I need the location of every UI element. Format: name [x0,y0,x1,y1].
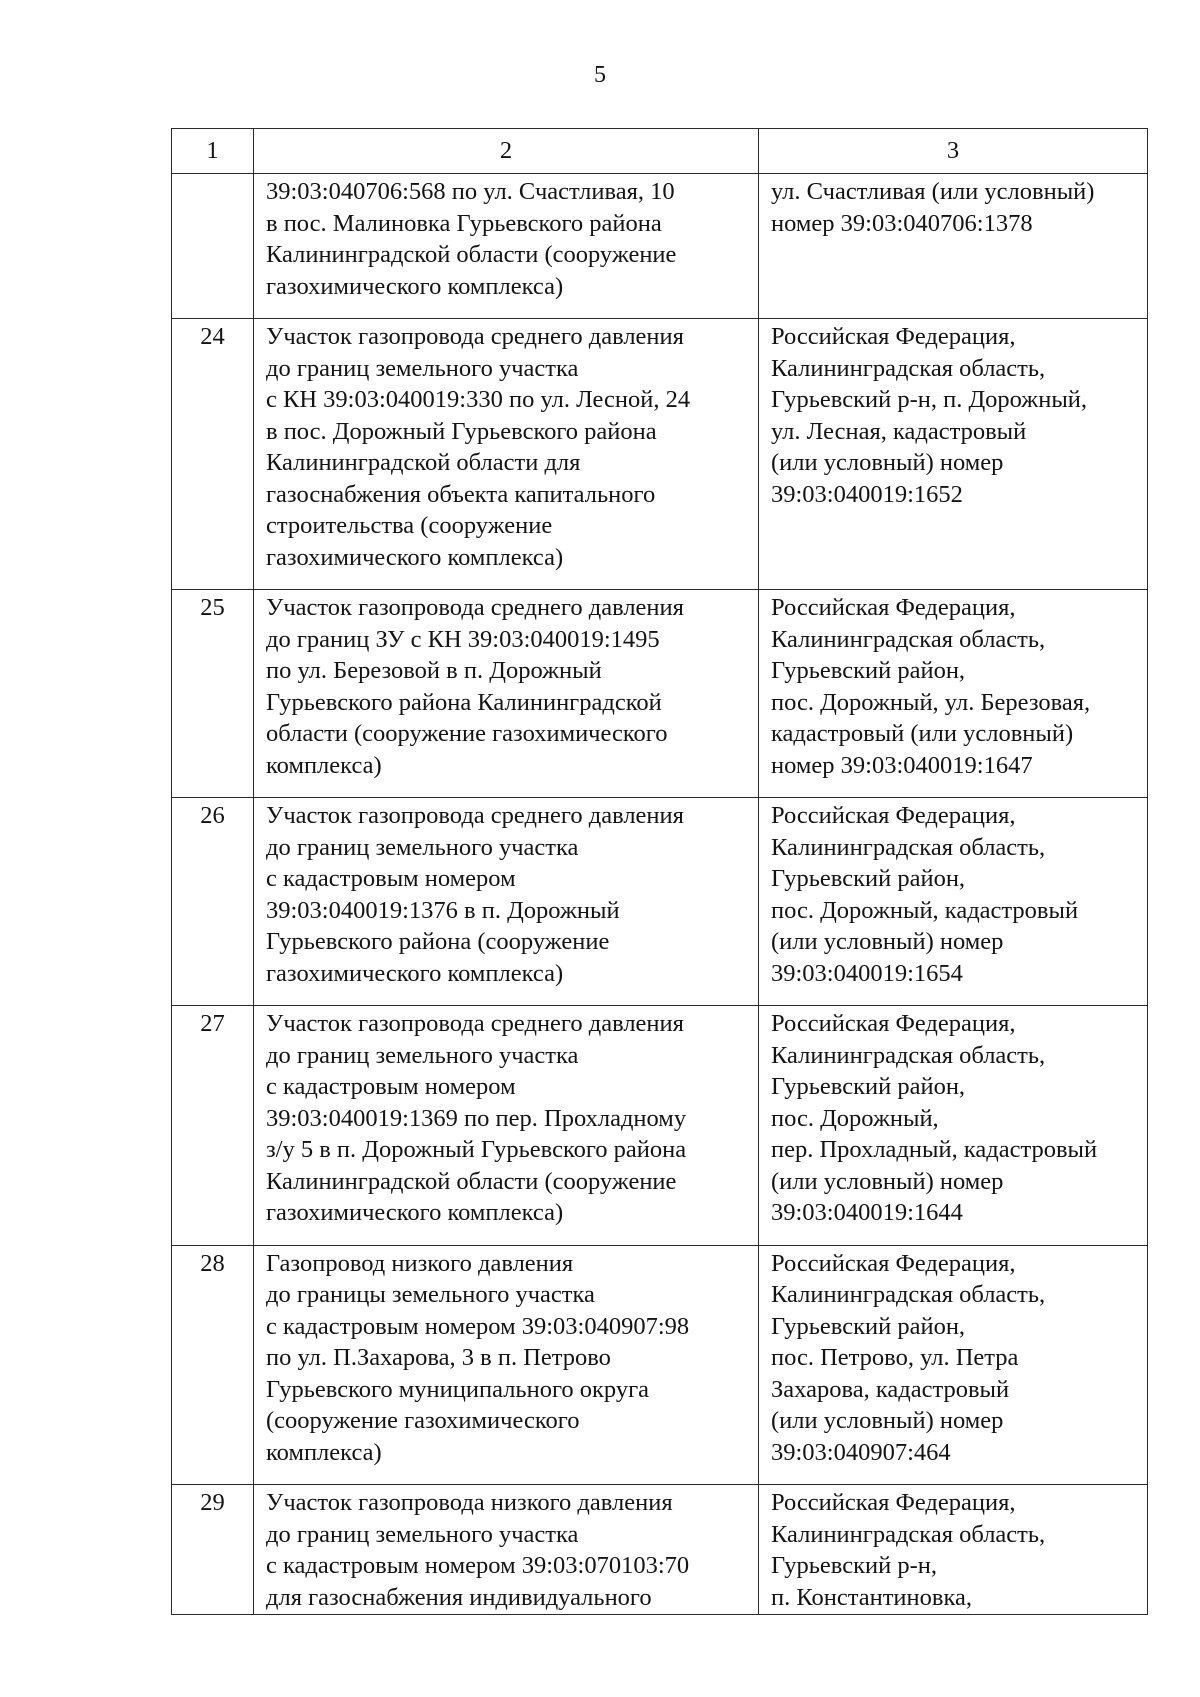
location-line: Калининградская область, [771,1041,1046,1069]
object-description-line: Гурьевского района (сооружение [266,928,610,955]
location-line: Калининградская область, [771,833,1046,861]
header-cell-2: 2 [254,129,759,174]
object-description-line: Гурьевского района Калининградской [266,688,662,716]
table-row [172,319,1148,590]
page-number: 5 [594,62,606,88]
location-line: Российская Федерация, [771,594,1016,621]
location-line: пер. Прохладный, кадастровый [771,1136,1098,1163]
object-description-line: Гурьевского муниципального округа [266,1375,650,1403]
table-header-row [172,129,1148,174]
header-cell-3: 3 [759,129,1148,174]
object-description-line: до границ земельного участка [266,1041,579,1069]
location-line: Гурьевский район, [771,1312,966,1340]
object-description-line: в пос. Дорожный Гурьевского района [266,417,657,445]
location-line: 39:03:040907:464 [771,1438,951,1466]
object-description-line: в пос. Малиновка Гурьевского района [266,209,662,237]
object-description-line: газоснабжения объекта капитального [266,480,656,508]
location-line: Калининградская область, [771,1520,1046,1548]
object-description-line: с кадастровым номером [266,1073,516,1100]
location-line: (или условный) номер [771,1407,1004,1434]
object-description-line: до границ земельного участка [266,833,579,861]
object-description-line: с кадастровым номером 39:03:040907:98 [266,1312,690,1340]
row-number-cell: 24 [172,319,254,590]
table-row [172,1485,1148,1615]
location-line: (или условный) номер [771,1167,1004,1195]
location-line: пос. Дорожный, кадастровый [771,896,1079,924]
location-line: (или условный) номер [771,449,1004,476]
object-description-line: газохимического комплекса) [266,959,564,987]
location-line: Гурьевский район, [771,865,966,892]
object-description-line: Участок газопровода среднего давления [266,802,684,829]
location-line: Калининградская область, [771,354,1046,382]
object-description-line: Участок газопровода среднего давления [266,594,684,621]
row-number-cell [172,174,254,319]
location-line: Российская Федерация, [771,1489,1016,1516]
object-description-line: до границы земельного участка [266,1281,595,1308]
location-line: Российская Федерация, [771,1249,1016,1277]
object-description-cell [254,1006,759,1246]
object-description-line: по ул. П.Захарова, 3 в п. Петрово [266,1344,611,1371]
registry-table [171,128,1148,1615]
table-row [172,1245,1148,1485]
object-description-line: газохимического комплекса) [266,272,564,300]
location-line: пос. Дорожный, ул. Березовая, [771,688,1091,716]
location-cell [759,590,1148,798]
object-description-cell [254,590,759,798]
table-row [172,798,1148,1006]
object-description-line: для газоснабжения индивидуального [266,1583,652,1611]
location-line: Калининградская область, [771,1281,1046,1308]
location-line: п. Константиновка, [771,1583,972,1611]
location-line: пос. Петрово, ул. Петра [771,1344,1019,1371]
location-cell [759,319,1148,590]
location-line: номер 39:03:040019:1647 [771,751,1033,779]
object-description-line: с кадастровым номером 39:03:070103:70 [266,1552,690,1579]
location-line: Гурьевский р-н, [771,1552,937,1579]
location-line: (или условный) номер [771,928,1004,955]
row-number-cell: 26 [172,798,254,1006]
row-number-cell: 25 [172,590,254,798]
location-line: номер 39:03:040706:1378 [771,209,1033,237]
object-description-line: Калининградской области (сооружение [266,241,677,268]
object-description-line: Участок газопровода низкого давления [266,1489,673,1516]
object-description-line: 39:03:040019:1369 по пер. Прохладному [266,1104,687,1132]
object-description-line: з/у 5 в п. Дорожный Гурьевского района [266,1136,687,1163]
object-description-line: Калининградской области (сооружение [266,1167,677,1195]
object-description-line: газохимического комплекса) [266,1199,564,1226]
location-line: Калининградская область, [771,625,1046,653]
object-description-line: Участок газопровода среднего давления [266,1010,684,1037]
object-description-line: комплекса) [266,751,382,779]
location-line: Захарова, кадастровый [771,1375,1010,1403]
object-description-line: комплекса) [266,1438,382,1466]
location-cell [759,1485,1148,1615]
location-cell [759,1245,1148,1485]
row-number-cell: 28 [172,1245,254,1485]
location-line: Российская Федерация, [771,802,1016,829]
location-line: 39:03:040019:1652 [771,480,963,508]
location-line: кадастровый (или условный) [771,720,1074,747]
object-description-cell [254,798,759,1006]
location-cell [759,174,1148,319]
object-description-line: 39:03:040706:568 по ул. Счастливая, 10 [266,178,675,205]
object-description-cell [254,1245,759,1485]
object-description-line: по ул. Березовой в п. Дорожный [266,657,602,684]
location-line: Гурьевский район, [771,657,966,684]
object-description-line: строительства (сооружение [266,512,553,539]
location-line: Российская Федерация, [771,1010,1016,1037]
object-description-line: области (сооружение газохимического [266,720,668,747]
object-description-line: Калининградской области для [266,449,581,476]
object-description-line: (сооружение газохимического [266,1407,580,1434]
row-number-cell: 27 [172,1006,254,1246]
location-line: Российская Федерация, [771,323,1016,350]
object-description-cell [254,1485,759,1615]
location-cell [759,798,1148,1006]
header-cell-1: 1 [172,129,254,174]
location-line: Гурьевский район, [771,1073,966,1100]
object-description-line: до границ земельного участка [266,354,579,382]
object-description-line: с КН 39:03:040019:330 по ул. Лесной, 24 [266,386,691,413]
object-description-line: с кадастровым номером [266,865,516,892]
row-number-cell: 29 [172,1485,254,1615]
table-row [172,1006,1148,1246]
location-line: ул. Счастливая (или условный) [771,178,1095,205]
object-description-line: газохимического комплекса) [266,543,564,571]
object-description-line: до границ ЗУ с КН 39:03:040019:1495 [266,625,660,653]
table-row [172,590,1148,798]
location-line: 39:03:040019:1654 [771,959,963,987]
object-description-cell [254,174,759,319]
table-row [172,174,1148,319]
location-line: ул. Лесная, кадастровый [771,417,1027,445]
object-description-cell [254,319,759,590]
location-line: пос. Дорожный, [771,1104,939,1132]
object-description-line: Участок газопровода среднего давления [266,323,684,350]
location-line: 39:03:040019:1644 [771,1199,963,1226]
object-description-line: до границ земельного участка [266,1520,579,1548]
object-description-line: Газопровод низкого давления [266,1249,574,1277]
object-description-line: 39:03:040019:1376 в п. Дорожный [266,896,620,924]
location-cell [759,1006,1148,1246]
location-line: Гурьевский р-н, п. Дорожный, [771,386,1088,413]
